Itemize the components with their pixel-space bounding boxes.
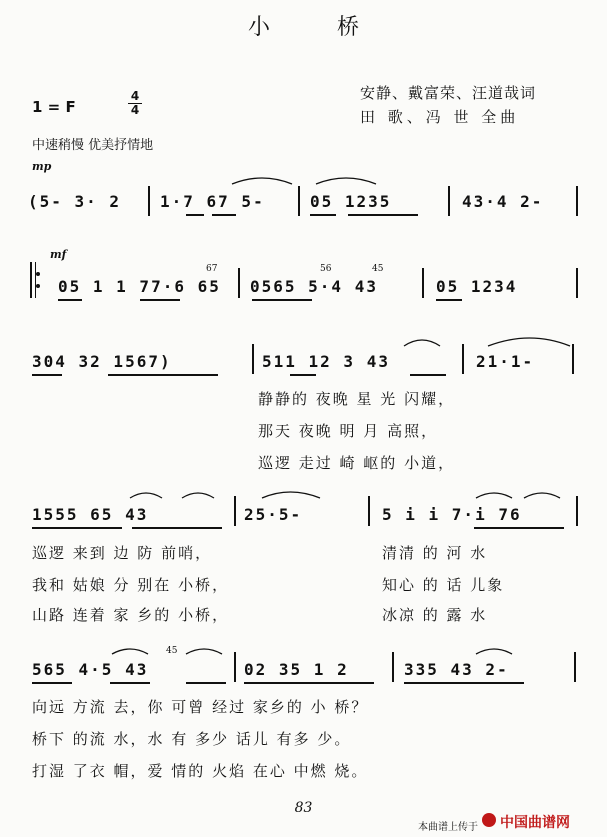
staff3-measure1: 304 32 1567) bbox=[32, 352, 172, 371]
repeat-dot bbox=[36, 284, 40, 288]
grace-note: 45 bbox=[372, 264, 384, 274]
meter-bottom: 4 bbox=[128, 103, 142, 117]
dynamic-mf: mf bbox=[50, 248, 67, 261]
lyric-line4-verse2-b: 知心 的 话 儿象 bbox=[382, 576, 505, 594]
dynamic-mp: mp bbox=[32, 160, 52, 173]
lyric-line3-verse1: 静静的 夜晚 星 光 闪耀， bbox=[258, 390, 456, 408]
slur bbox=[232, 178, 292, 184]
staff4-measure2: 25·5- bbox=[244, 505, 303, 524]
slur bbox=[404, 340, 440, 346]
watermark: 中国曲谱网 bbox=[500, 815, 570, 831]
staff2-measure3: 05 1234 bbox=[436, 277, 518, 296]
lyric-line5-verse3: 打湿 了衣 帽，爱 情的 火焰 在心 中燃 烧。 bbox=[32, 762, 369, 780]
slur bbox=[186, 649, 222, 654]
lyric-line5-verse1: 向远 方流 去，你 可曾 经过 家乡的 小 桥？ bbox=[32, 698, 369, 716]
key-signature: 1 = F bbox=[32, 98, 76, 116]
lyricist-credit: 安静、戴富荣、汪道哉词 bbox=[360, 84, 537, 102]
lyric-line5-verse2: 桥下 的流 水，水 有 多少 话儿 有多 少。 bbox=[32, 730, 352, 748]
lyric-line4-verse3-b: 冰凉 的 露 水 bbox=[382, 606, 488, 624]
slur bbox=[476, 493, 512, 498]
staff1-measure2: 1·7 67 5- bbox=[160, 192, 265, 211]
grace-note: 56 bbox=[320, 264, 332, 274]
slur bbox=[112, 649, 148, 654]
staff5-measure1: 565 4·5 43 bbox=[32, 660, 149, 679]
staff5-measure3: 335 43 2- bbox=[404, 660, 509, 679]
staff3-measure2: 511 12 3 43 bbox=[262, 352, 390, 371]
page-number: 83 bbox=[294, 800, 313, 816]
staff3-measure3: 21·1- bbox=[476, 352, 535, 371]
slur bbox=[262, 492, 320, 498]
tempo-marking: 中速稍慢 优美抒情地 bbox=[32, 138, 154, 153]
slur bbox=[130, 493, 162, 498]
watermark-logo-icon bbox=[482, 813, 496, 827]
slur bbox=[524, 493, 560, 498]
lyric-line4-verse1-b: 清清 的 河 水 bbox=[382, 544, 488, 562]
lyric-line4-verse3-a: 山路 连着 家 乡的 小桥， bbox=[32, 606, 230, 624]
slur bbox=[182, 493, 214, 498]
repeat-dot bbox=[36, 272, 40, 276]
slur bbox=[488, 338, 570, 346]
staff4-measure3: 5 i i 7·i 76 bbox=[382, 505, 522, 524]
composer-credit: 田 歌、冯 世 全曲 bbox=[360, 108, 520, 126]
slur bbox=[316, 178, 376, 184]
staff1-measure3: 05 1235 bbox=[310, 192, 392, 211]
lyric-line3-verse3: 巡逻 走过 崎 岖的 小道， bbox=[258, 454, 456, 472]
grace-note: 67 bbox=[206, 264, 218, 274]
staff2-measure2: 0565 5·4 43 bbox=[250, 277, 378, 296]
lyric-line4-verse2-a: 我和 姑娘 分 别在 小桥， bbox=[32, 576, 230, 594]
lyric-line3-verse2: 那天 夜晚 明 月 高照， bbox=[258, 422, 439, 440]
staff1-measure4: 43·4 2- bbox=[462, 192, 544, 211]
staff2-measure1: 05 1 1 77·6 65 bbox=[58, 277, 221, 296]
meter-top: 4 bbox=[130, 89, 140, 103]
lyric-line4-verse1-a: 巡逻 来到 边 防 前哨， bbox=[32, 544, 213, 562]
staff1-measure1: (5- 3· 2 bbox=[28, 192, 122, 211]
staff4-measure1: 1555 65 43 bbox=[32, 505, 149, 524]
staff5-measure2: 02 35 1 2 bbox=[244, 660, 349, 679]
upload-note: 本曲谱上传于 bbox=[418, 822, 478, 833]
grace-note: 45 bbox=[166, 646, 178, 656]
slur bbox=[476, 649, 512, 654]
page-title: 小 桥 bbox=[248, 15, 389, 40]
